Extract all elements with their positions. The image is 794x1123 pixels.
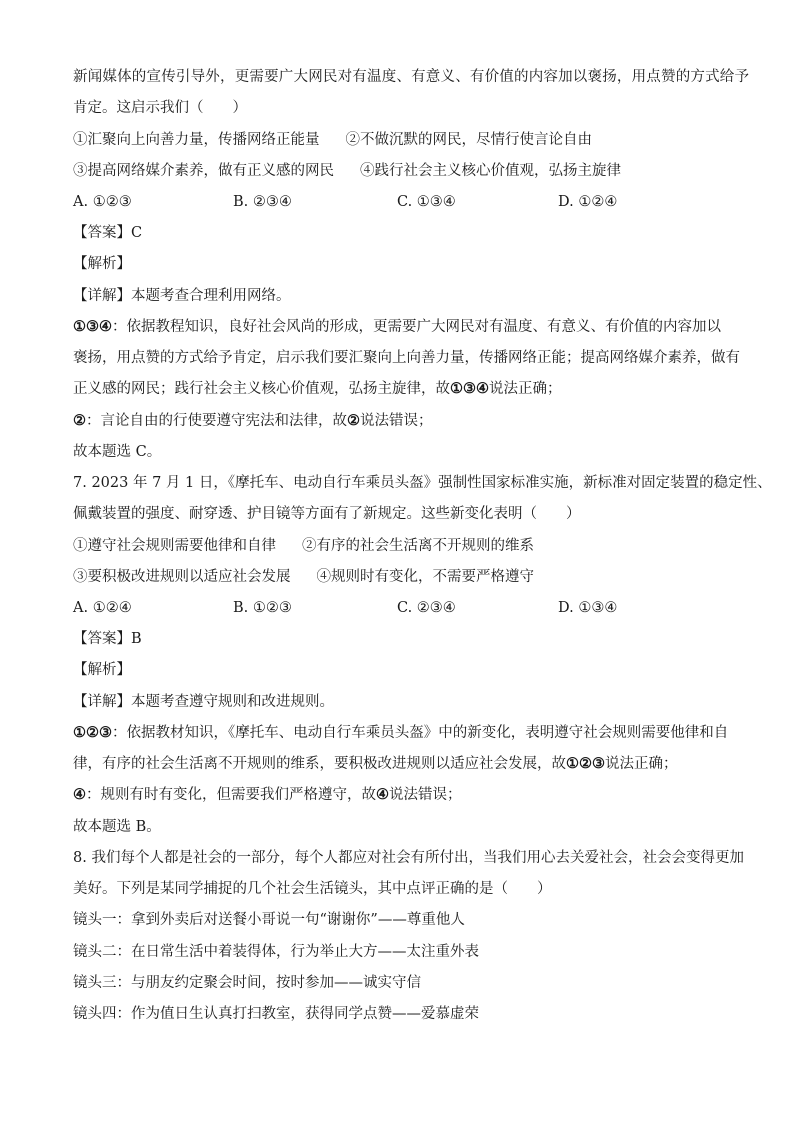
explanation-text: 正义感的网民；践行社会主义核心价值观，弘扬主旋律，故 (73, 381, 450, 397)
q7-items-row2 (73, 567, 534, 587)
q7-item4: ④规则时有变化，不需要严格遵守 (316, 569, 534, 585)
explanation-text: 说法正确； (489, 381, 562, 397)
explanation-text: ：言论自由的行使要遵守宪法和法律，故 (86, 413, 347, 429)
detail-label: 【详解】 (73, 288, 131, 304)
key-numbers: ④ (73, 786, 86, 803)
q7-item2: ②有序的社会生活离不开规则的维系 (302, 538, 534, 554)
q6-explanation-line1 (73, 317, 721, 337)
q7-explanation-line1 (73, 723, 728, 743)
q7-option-b: B. ①②③ (233, 600, 292, 616)
q7-stem-line2: 佩戴装置的强度、耐穿透、护目镜等方面有了新规定。这些新变化表明（ ） (73, 506, 581, 522)
q7-item1: ①遵守社会规则需要他律和自律 (73, 538, 276, 554)
q7-items-row1 (73, 536, 534, 556)
key-numbers: ①③④ (450, 380, 489, 397)
key-numbers: ①②③ (73, 724, 112, 741)
answer-label: 【答案】 (73, 631, 131, 647)
q7-answer (73, 629, 142, 649)
key-numbers: ①②③ (566, 755, 605, 772)
detail-text: 本题考查遵守规则和改进规则。 (131, 694, 334, 710)
q6-stem-line2: 肯定。这启示我们（ ） (73, 100, 247, 116)
answer-label: 【答案】 (73, 225, 131, 241)
q6-option-c: C. ①③④ (397, 194, 456, 210)
q8-shot2: 镜头二：在日常生活中着装得体，行为举止大方——太注重外表 (73, 944, 479, 960)
q7-explanation-line2 (73, 754, 678, 774)
q6-conclusion: 故本题选 C。 (73, 444, 162, 460)
q8-shot3: 镜头三：与朋友约定聚会时间，按时参加——诚实守信 (73, 975, 421, 991)
key-numbers: ④ (376, 786, 389, 803)
q6-explanation-line3 (73, 379, 562, 399)
q6-explanation-line4 (73, 411, 433, 431)
q6-item4: ④践行社会主义核心价值观，弘扬主旋律 (360, 163, 621, 179)
q8-shot1: 镜头一：拿到外卖后对送餐小哥说一句“谢谢你”——尊重他人 (73, 912, 465, 928)
key-numbers: ② (73, 412, 86, 429)
q7-option-c: C. ②③④ (397, 600, 456, 616)
q6-detail (73, 286, 291, 306)
q8-shot4: 镜头四：作为值日生认真打扫教室，获得同学点赞——爱慕虚荣 (73, 1006, 479, 1022)
detail-label: 【详解】 (73, 694, 131, 710)
q6-item2: ②不做沉默的网民，尽情行使言论自由 (345, 132, 592, 148)
answer-value: B (131, 631, 142, 647)
q6-analysis-label: 【解析】 (73, 256, 131, 272)
explanation-text: 律，有序的社会生活离不开规则的维系，要积极改进规则以适应社会发展，故 (73, 756, 566, 772)
q7-stem-line1: 7. 2023 年 7 月 1 日，《摩托车、电动自行车乘员头盔》强制性国家标准实施，新标准对固定装置的稳定性、 (73, 475, 772, 491)
detail-text: 本题考查合理利用网络。 (131, 288, 291, 304)
q7-option-a: A. ①②④ (73, 600, 132, 616)
q8-stem-line2: 美好。下列是某同学捕捉的几个社会生活镜头，其中点评正确的是（ ） (73, 881, 552, 897)
q6-option-d: D. ①②④ (558, 194, 618, 210)
q6-items-row2 (73, 161, 621, 181)
key-numbers: ② (347, 412, 360, 429)
explanation-text: ：依据教程知识，良好社会风尚的形成，更需要广大网民对有温度、有意义、有价值的内容加以 (112, 319, 721, 335)
q7-option-d: D. ①③④ (558, 600, 618, 616)
q6-item3: ③提高网络媒介素养，做有正义感的网民 (73, 163, 334, 179)
explanation-text: 说法错误； (360, 413, 433, 429)
key-numbers: ①③④ (73, 318, 112, 335)
explanation-text: 说法错误； (389, 787, 462, 803)
q6-option-a: A. ①②③ (73, 194, 132, 210)
answer-value: C (131, 225, 143, 241)
q7-conclusion: 故本题选 B。 (73, 819, 161, 835)
explanation-text: ：依据教材知识，《摩托车、电动自行车乘员头盔》中的新变化，表明遵守社会规则需要他律和自 (112, 725, 729, 741)
q7-item3: ③要积极改进规则以适应社会发展 (73, 569, 291, 585)
q6-items-row1 (73, 130, 592, 150)
q6-answer (73, 223, 142, 243)
q7-analysis-label: 【解析】 (73, 662, 131, 678)
q6-item1: ①汇聚向上向善力量，传播网络正能量 (73, 132, 320, 148)
q6-option-b: B. ②③④ (233, 194, 292, 210)
explanation-text: 说法正确； (605, 756, 678, 772)
q8-stem-line1: 8. 我们每个人都是社会的一部分，每个人都应对社会有所付出，当我们用心去关爱社会，社会会变得更加 (73, 850, 744, 866)
q7-detail (73, 692, 334, 712)
q6-explanation-line2: 褒扬，用点赞的方式给予肯定，启示我们要汇聚向上向善力量，传播网络正能；提高网络媒介素养，做有 (73, 350, 740, 366)
q7-explanation-line3 (73, 785, 462, 805)
q6-stem-line1: 新闻媒体的宣传引导外，更需要广大网民对有温度、有意义、有价值的内容加以褒扬，用点赞的方式给予 (73, 69, 750, 85)
explanation-text: ：规则有时有变化，但需要我们严格遵守，故 (86, 787, 376, 803)
